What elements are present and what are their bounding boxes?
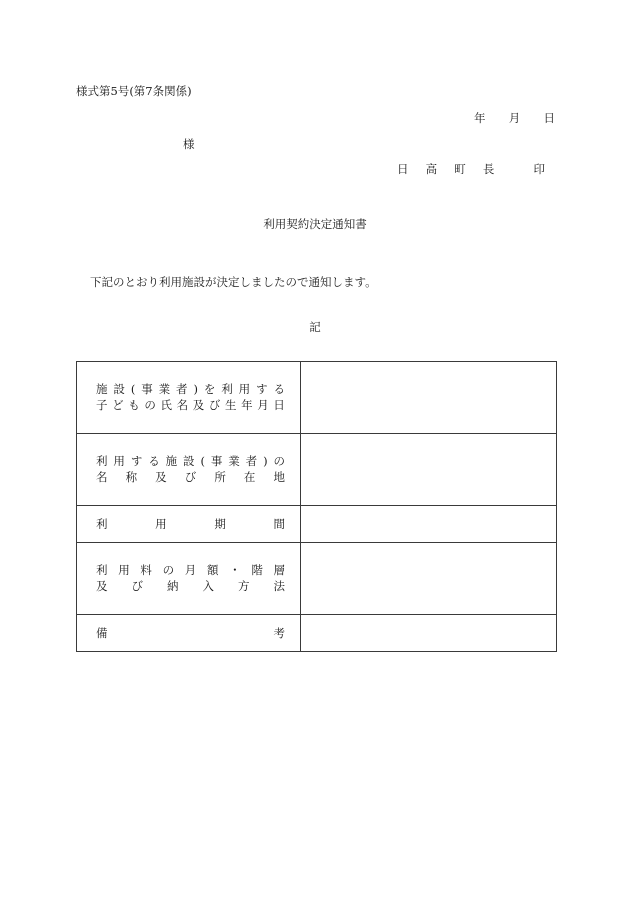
issuer-char: 高 — [425, 162, 438, 176]
label-char: 期 — [214, 516, 226, 531]
issuer-char: 町 — [454, 162, 466, 176]
label-char: 料 — [140, 563, 152, 578]
table-row — [77, 433, 557, 505]
addressee-suffix: 様 — [183, 137, 195, 151]
label-char: 方 — [238, 579, 250, 594]
label-char: 事 — [210, 454, 223, 469]
date-year-label: 年 — [474, 111, 486, 125]
date-month-label: 月 — [508, 111, 521, 125]
row-label-fee — [77, 542, 301, 614]
label-char: び — [184, 470, 197, 485]
label-char: を — [203, 382, 216, 397]
label-char: 施 — [96, 382, 108, 397]
label-char: 及 — [96, 579, 108, 594]
document-title: 利用契約決定通知書 — [263, 217, 367, 231]
label-char: 層 — [273, 563, 285, 578]
date-line — [474, 111, 555, 125]
label-char: 備 — [96, 625, 108, 640]
label-char: 利 — [221, 382, 233, 397]
label-char: ) — [263, 454, 268, 469]
label-char: ・ — [229, 563, 241, 578]
label-char: び — [131, 579, 143, 594]
row-label-remarks — [77, 614, 301, 651]
label-char: 業 — [228, 454, 240, 469]
label-char: 用 — [118, 563, 130, 578]
label-char: 子 — [96, 398, 108, 413]
label-char: 階 — [251, 563, 263, 578]
table-row — [77, 362, 557, 434]
label-line — [96, 381, 285, 397]
label-char: 業 — [158, 382, 171, 397]
body-text: 下記のとおり利用施設が決定しましたので通知します。 — [90, 275, 377, 289]
label-char: の — [144, 398, 156, 413]
label-char: 年 — [241, 398, 253, 413]
row-value-facility[interactable] — [301, 433, 557, 505]
form-table — [76, 361, 557, 652]
label-line — [96, 397, 285, 413]
issuer-char: 長 — [482, 162, 495, 176]
label-char: 者 — [176, 382, 188, 397]
label-char: 日 — [273, 398, 285, 413]
label-line — [96, 469, 285, 485]
label-line — [96, 453, 285, 469]
label-char: 用 — [113, 454, 125, 469]
label-char: 用 — [238, 382, 251, 397]
label-char: 生 — [225, 398, 237, 413]
label-char: 入 — [202, 579, 214, 594]
label-char: 者 — [245, 454, 258, 469]
row-value-period[interactable] — [301, 505, 557, 542]
label-line — [96, 625, 285, 641]
form-number: 様式第5号(第7条関係) — [76, 84, 192, 98]
label-char: 間 — [273, 516, 285, 531]
label-char: 月 — [257, 398, 269, 413]
row-value-remarks[interactable] — [301, 614, 557, 651]
label-char: 地 — [273, 470, 285, 485]
date-day-label: 日 — [543, 111, 555, 125]
label-char: ( — [200, 454, 205, 469]
label-char: 氏 — [160, 398, 172, 413]
label-char: び — [208, 398, 221, 413]
label-line — [96, 578, 285, 594]
label-char: る — [148, 454, 160, 469]
label-char: ( — [130, 382, 136, 397]
label-char: 名 — [176, 398, 189, 413]
label-char: の — [273, 454, 285, 469]
label-char: 納 — [167, 579, 179, 594]
label-char: 称 — [125, 470, 138, 485]
label-char: 利 — [96, 454, 108, 469]
row-value-fee[interactable] — [301, 542, 557, 614]
label-char: ど — [112, 398, 124, 413]
label-char: 考 — [273, 625, 285, 640]
label-char: 額 — [206, 563, 219, 578]
label-char: 用 — [155, 516, 167, 531]
label-char: 設 — [183, 454, 195, 469]
label-char: す — [256, 382, 268, 397]
label-char: 法 — [273, 579, 285, 594]
label-char: 設 — [113, 382, 125, 397]
row-label-child-info — [77, 362, 301, 434]
label-char: 月 — [184, 563, 197, 578]
label-line — [96, 562, 285, 578]
label-char: 在 — [243, 470, 256, 485]
label-char: 及 — [192, 398, 205, 413]
label-char: の — [162, 563, 175, 578]
label-char: る — [273, 382, 285, 397]
row-label-period — [77, 505, 301, 542]
label-char: も — [128, 398, 140, 413]
label-char: 及 — [155, 470, 167, 485]
table-row — [77, 505, 557, 542]
label-char: す — [130, 454, 143, 469]
row-value-child-info[interactable] — [301, 362, 557, 434]
label-char: 利 — [96, 516, 108, 531]
label-char: 所 — [214, 470, 226, 485]
issuer-char: 日 — [397, 162, 409, 176]
label-char: 事 — [141, 382, 153, 397]
label-line — [96, 516, 285, 532]
ki-label: 記 — [309, 320, 321, 334]
label-char: 名 — [96, 470, 108, 485]
label-char: 利 — [96, 563, 108, 578]
row-label-facility — [77, 433, 301, 505]
label-char: ) — [193, 382, 198, 397]
table-row — [77, 542, 557, 614]
table-row — [77, 614, 557, 651]
issuer-line — [397, 162, 545, 176]
seal-label: 印 — [533, 162, 545, 176]
label-char: 施 — [165, 454, 178, 469]
